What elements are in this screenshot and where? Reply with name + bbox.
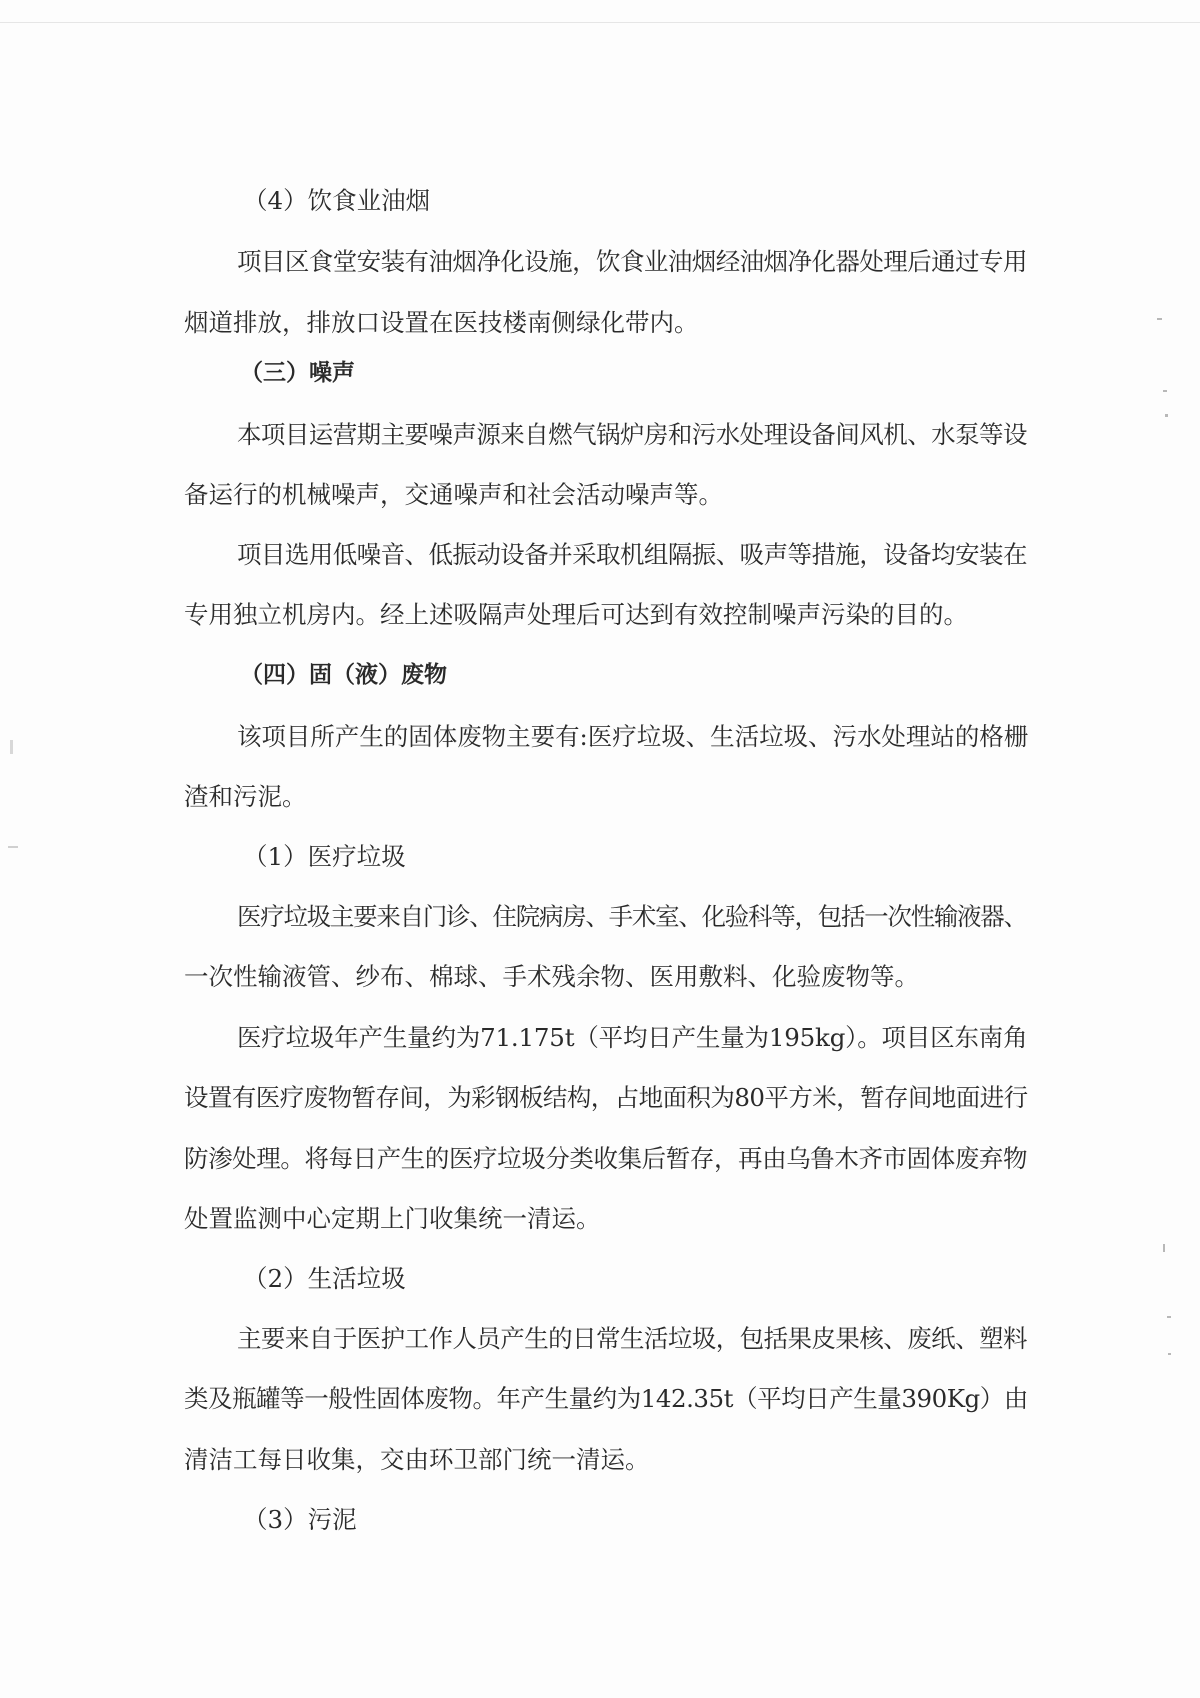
sub-heading: （4）饮食业油烟 [243, 186, 431, 215]
section-heading: （三）噪声 [240, 360, 355, 386]
paragraph-line: 项目选用低噪音、低振动设备并采取机组隔振、吸声等措施，设备均安装在 [237, 540, 1027, 569]
paragraph-line: 烟道排放，排放口设置在医技楼南侧绿化带内。 [184, 308, 699, 337]
paragraph-line: 本项目运营期主要噪声源来自燃气锅炉房和污水处理设备间风机、水泵等设 [237, 420, 1027, 449]
scan-speck-mark [1163, 390, 1167, 392]
top-edge-rule [0, 22, 1200, 23]
scan-speck-mark [8, 846, 18, 848]
scan-speck-mark [1167, 1316, 1171, 1318]
sub-heading: （3）污泥 [243, 1505, 357, 1534]
paragraph-line: 主要来自于医护工作人员产生的日常生活垃圾，包括果皮果核、废纸、塑料 [237, 1324, 1027, 1353]
paragraph-line: 该项目所产生的固体废物主要有:医疗垃圾、生活垃圾、污水处理站的格栅 [237, 722, 1029, 751]
scan-speck-mark [10, 740, 13, 754]
scan-speck-mark [1168, 1353, 1171, 1355]
sub-heading: （1）医疗垃圾 [243, 842, 406, 871]
paragraph-line: 一次性输液管、纱布、棉球、手术残余物、医用敷料、化验废物等。 [184, 962, 919, 991]
paragraph-line: 设置有医疗废物暂存间，为彩钢板结构，占地面积为80平方米，暂存间地面进行 [184, 1083, 1028, 1112]
scan-speck-mark [1165, 414, 1168, 417]
sub-heading: （2）生活垃圾 [243, 1264, 406, 1293]
paragraph-line: 专用独立机房内。经上述吸隔声处理后可达到有效控制噪声污染的目的。 [184, 600, 968, 629]
section-heading: （四）固（液）废物 [240, 662, 447, 688]
paragraph-line: 医疗垃圾主要来自门诊、住院病房、手术室、化验科等，包括一次性输液器、 [237, 902, 1027, 931]
scan-speck-mark [1163, 1244, 1165, 1252]
paragraph-line: 备运行的机械噪声，交通噪声和社会活动噪声等。 [184, 480, 723, 509]
paragraph-line: 清洁工每日收集，交由环卫部门统一清运。 [184, 1445, 650, 1474]
paragraph-line: 医疗垃圾年产生量约为71.175t（平均日产生量为195kg）。项目区东南角 [237, 1023, 1028, 1052]
paragraph-line: 防渗处理。将每日产生的医疗垃圾分类收集后暂存，再由乌鲁木齐市固体废弃物 [184, 1144, 1028, 1173]
paragraph-line: 处置监测中心定期上门收集统一清运。 [184, 1204, 601, 1233]
paragraph-line: 渣和污泥。 [184, 782, 307, 811]
paragraph-line: 项目区食堂安装有油烟净化设施，饮食业油烟经油烟净化器处理后通过专用 [237, 247, 1027, 276]
paragraph-line: 类及瓶罐等一般性固体废物。年产生量约为142.35t（平均日产生量390Kg）由 [184, 1384, 1028, 1413]
scan-speck-mark [1157, 318, 1162, 320]
